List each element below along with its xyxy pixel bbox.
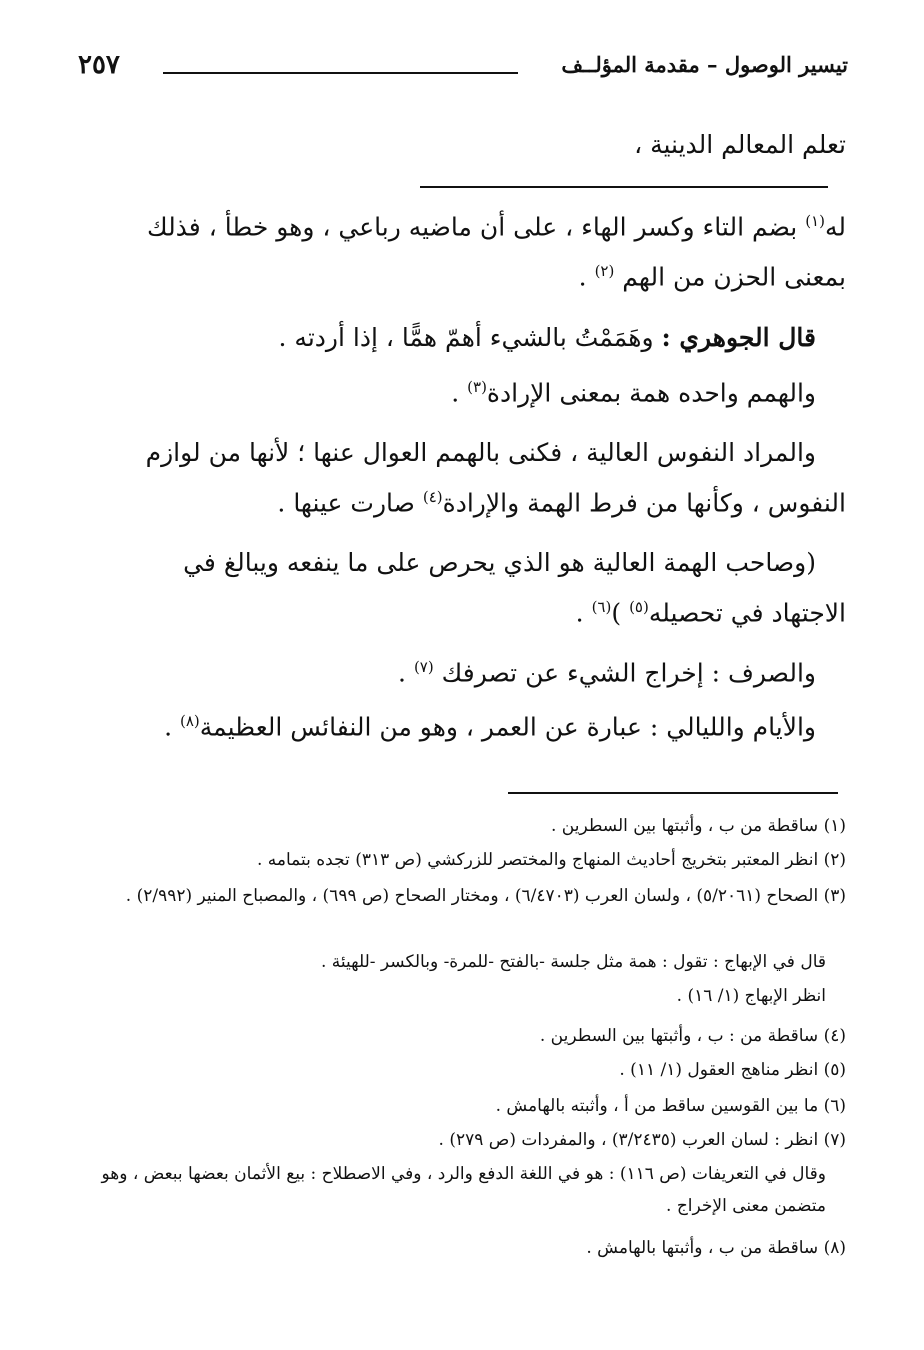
paragraph-7 <box>164 712 816 741</box>
paragraph-1-line-1 <box>147 212 846 241</box>
paragraph-1-line-2 <box>579 262 846 291</box>
paragraph-text: ) <box>611 598 622 628</box>
footnote-marker: (٣) <box>467 378 487 396</box>
footnote-marker: (٨) <box>180 712 200 730</box>
quote-label: قال الجوهري : <box>661 323 816 352</box>
paragraph-text: له <box>824 212 846 242</box>
footnote-marker: (٤) <box>422 488 443 506</box>
footnote-3-continuation-2: انظر الإبهاج (١/ ١٦) . <box>676 986 826 1006</box>
footnote-marker: (٥) <box>629 598 649 616</box>
paragraph-text: . <box>451 378 460 408</box>
footnote-marker: (٧) <box>413 658 434 676</box>
paragraph-5-line-2 <box>576 598 846 627</box>
footnote-7: (٧) انظر : لسان العرب (٣/٢٤٣٥) ، والمفردات (ص ٢٧٩) . <box>438 1130 846 1150</box>
paragraph-text: . <box>164 712 173 742</box>
footnote-5: (٥) انظر مناهج العقول (١/ ١١) . <box>619 1060 846 1080</box>
paragraph-text: بضم التاء وكسر الهاء ، على أن ماضيه رباعي ، وهو خطأ ، فذلك <box>147 212 798 242</box>
paragraph-3 <box>451 378 816 407</box>
paragraph-text: . <box>578 262 587 292</box>
paragraph-5-line-1: (وصاحب الهمة العالية هو الذي يحرص على ما ينفعه ويبالغ في <box>183 548 816 577</box>
footnote-separator <box>508 792 838 794</box>
paragraph-text: الاجتهاد في تحصيله <box>648 598 846 628</box>
paragraph-2 <box>279 323 816 352</box>
footnote-4: (٤) ساقطة من : ب ، وأثبتها بين السطرين . <box>539 1026 846 1046</box>
header-rule <box>163 72 518 74</box>
section-separator <box>420 186 828 188</box>
paragraph-text: والهمم واحده همة بمعنى الإرادة <box>486 378 816 408</box>
footnote-3-continuation-1: قال في الإبهاج : تقول : همة مثل جلسة -بالفتح -للمرة- وبالكسر -للهيئة . <box>320 952 826 972</box>
paragraph-6 <box>398 658 816 687</box>
footnote-6: (٦) ما بين القوسين ساقط من أ ، وأثبته بالهامش . <box>495 1096 846 1116</box>
footnote-3: (٣) الصحاح (٥/٢٠٦١) ، ولسان العرب (٦/٤٧٠٣) ، ومختار الصحاح (ص ٦٩٩) ، والمصباح المنير (٢/٩٩٢) . <box>125 886 846 906</box>
paragraph-text: النفوس ، وكأنها من فرط الهمة والإرادة <box>442 488 846 518</box>
header-title: تيسير الوصول – مقدمة المؤلــف <box>561 52 848 77</box>
paragraph-text: والأيام والليالي : عبارة عن العمر ، وهو من النفائس العظيمة <box>199 712 816 742</box>
paragraph-text: . <box>575 598 584 628</box>
running-header <box>78 50 848 92</box>
paragraph-text: وهَمَمْتُ بالشيء أهمّ همًّا ، إذا أردته . <box>278 323 654 352</box>
footnote-marker: (١) <box>805 212 825 230</box>
footnote-2: (٢) انظر المعتبر بتخريج أحاديث المنهاج والمختصر للزركشي (ص ٣١٣) تجده بتمامه . <box>256 850 846 870</box>
footnote-7-continuation: وقال في التعريفات (ص ١١٦) : هو في اللغة الدفع والرد ، وفي الاصطلاح : بيع الأثمان بعضها ببعض ، وهو متضمن معنى الإخراج . <box>101 1164 826 1216</box>
paragraph-text: . <box>398 658 406 688</box>
footnote-marker: (٦) <box>591 598 612 616</box>
paragraph-text: صارت عينها . <box>277 488 415 518</box>
footnote-1: (١) ساقطة من ب ، وأثبتها بين السطرين . <box>550 816 846 836</box>
page-number: ٢٥٧ <box>78 50 120 80</box>
intro-line: تعلم المعالم الدينية ، <box>634 130 846 159</box>
paragraph-text: والصرف : إخراج الشيء عن تصرفك <box>441 658 816 688</box>
footnote-8: (٨) ساقطة من ب ، وأثبتها بالهامش . <box>586 1238 846 1258</box>
paragraph-4-line-2 <box>277 488 846 517</box>
paragraph-4-line-1: والمراد النفوس العالية ، فكنى بالهمم العوال عنها ؛ لأنها من لوازم <box>145 438 816 467</box>
paragraph-text: بمعنى الحزن من الهم <box>622 262 846 292</box>
footnote-marker: (٢) <box>594 262 615 280</box>
